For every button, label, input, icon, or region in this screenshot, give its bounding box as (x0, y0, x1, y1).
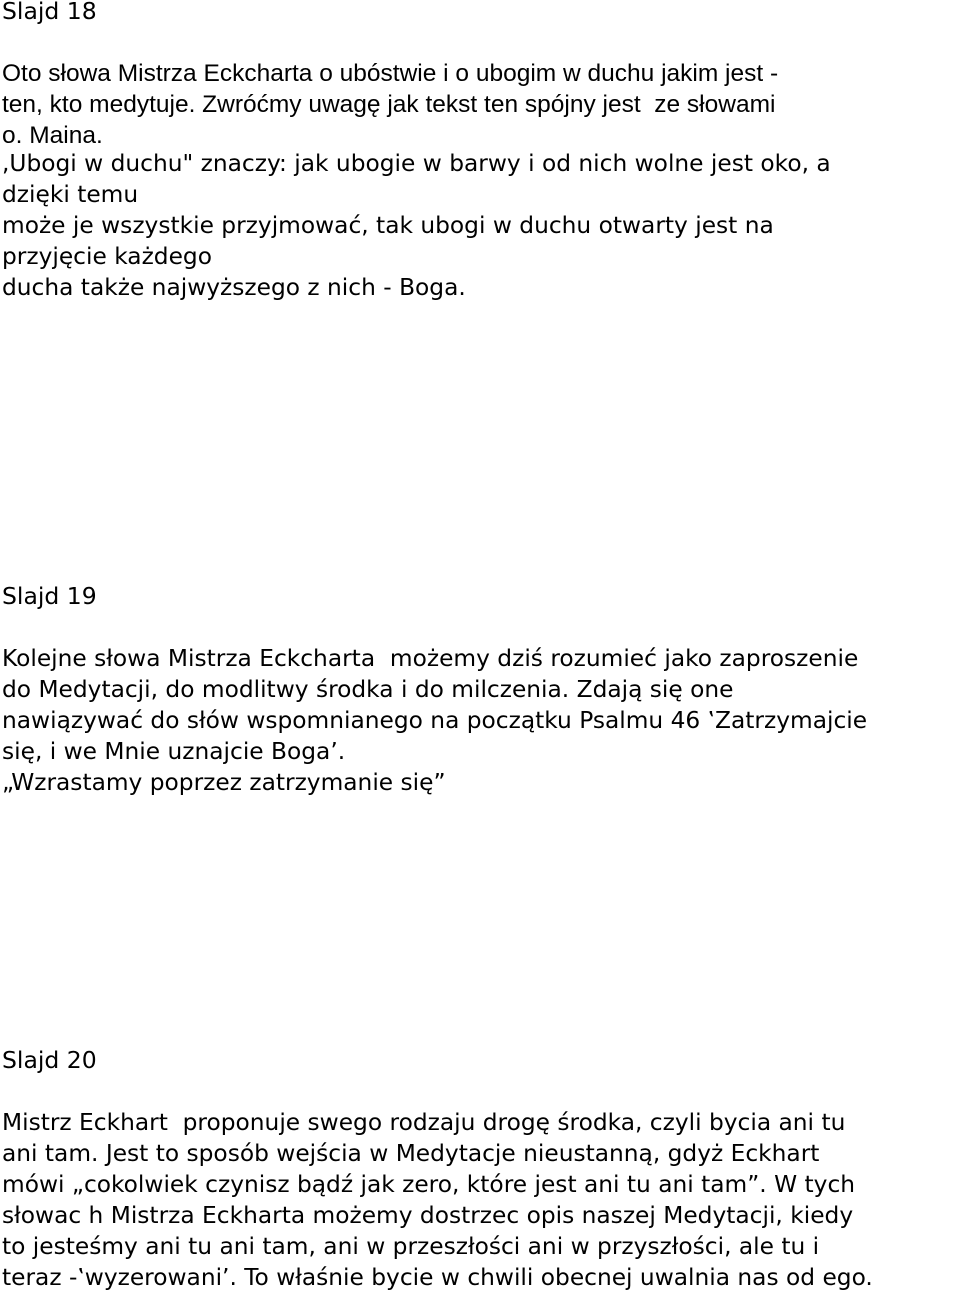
slide-18-quote (2, 148, 958, 303)
slide-18-quote-line: ,Ubogi w duchu" znaczy: jak ubogie w barwy i od nich wolne jest oko, a (2, 150, 831, 177)
slide-20-line: teraz -‛wyzerowani’. To właśnie bycie w chwili obecnej uwalnia nas od ego. (2, 1264, 873, 1291)
slide-19-line: się, i we Mnie uznajcie Boga’. (2, 738, 346, 765)
slide-18-title: Slajd 18 (2, 0, 97, 25)
slide-20-section (2, 1045, 958, 1293)
slide-19-line: nawiązywać do słów wspomnianego na początku Psalmu 46 ‛Zatrzymajcie (2, 707, 868, 734)
slide-19-title: Slajd 19 (2, 582, 97, 610)
slide-18-intro-line: Oto słowa Mistrza Eckcharta o ubóstwie i o ubogim w duchu jakim jest - (2, 60, 779, 87)
slide-20-title: Slajd 20 (2, 1046, 97, 1074)
spacer (2, 27, 958, 58)
slide-18-quote-line: przyjęcie każdego (2, 243, 212, 270)
spacer (2, 1076, 958, 1107)
slide-20-line: to jesteśmy ani tu ani tam, ani w przeszłości ani w przyszłości, ale tu i (2, 1233, 820, 1260)
spacer (2, 612, 958, 643)
slide-18-quote-line: ducha także najwyższego z nich - Boga. (2, 274, 466, 301)
slide-18-quote-line: dzięki temu (2, 181, 139, 208)
slide-20-line: Mistrz Eckhart proponuje swego rodzaju drogę środka, czyli bycia ani tu (2, 1109, 846, 1136)
slide-18-quote-line: może je wszystkie przyjmować, tak ubogi w duchu otwarty jest na (2, 212, 774, 239)
slide-18-intro-line: o. Maina. (2, 122, 103, 149)
slide-20-line: słowac h Mistrza Eckharta możemy dostrzec opis naszej Medytacji, kiedy (2, 1202, 854, 1229)
slide-19-line: „Wzrastamy poprzez zatrzymanie się” (2, 769, 446, 796)
slide-18-intro-line: ten, kto medytuje. Zwróćmy uwagę jak tekst ten spójny jest ze słowami (2, 91, 776, 118)
slide-19-line: do Medytacji, do modlitwy środka i do milczenia. Zdają się one (2, 676, 734, 703)
slide-20-line: ani tam. Jest to sposób wejścia w Medytacje nieustanną, gdyż Eckhart (2, 1140, 820, 1167)
slide-19-line: Kolejne słowa Mistrza Eckcharta możemy dziś rozumieć jako zaproszenie (2, 645, 859, 672)
slide-20-line: mówi „cokolwiek czynisz bądź jak zero, które jest ani tu ani tam”. W tych (2, 1171, 856, 1198)
slide-18-intro (2, 58, 958, 151)
slide-18-section (2, 0, 958, 151)
slide-19-section (2, 581, 958, 798)
